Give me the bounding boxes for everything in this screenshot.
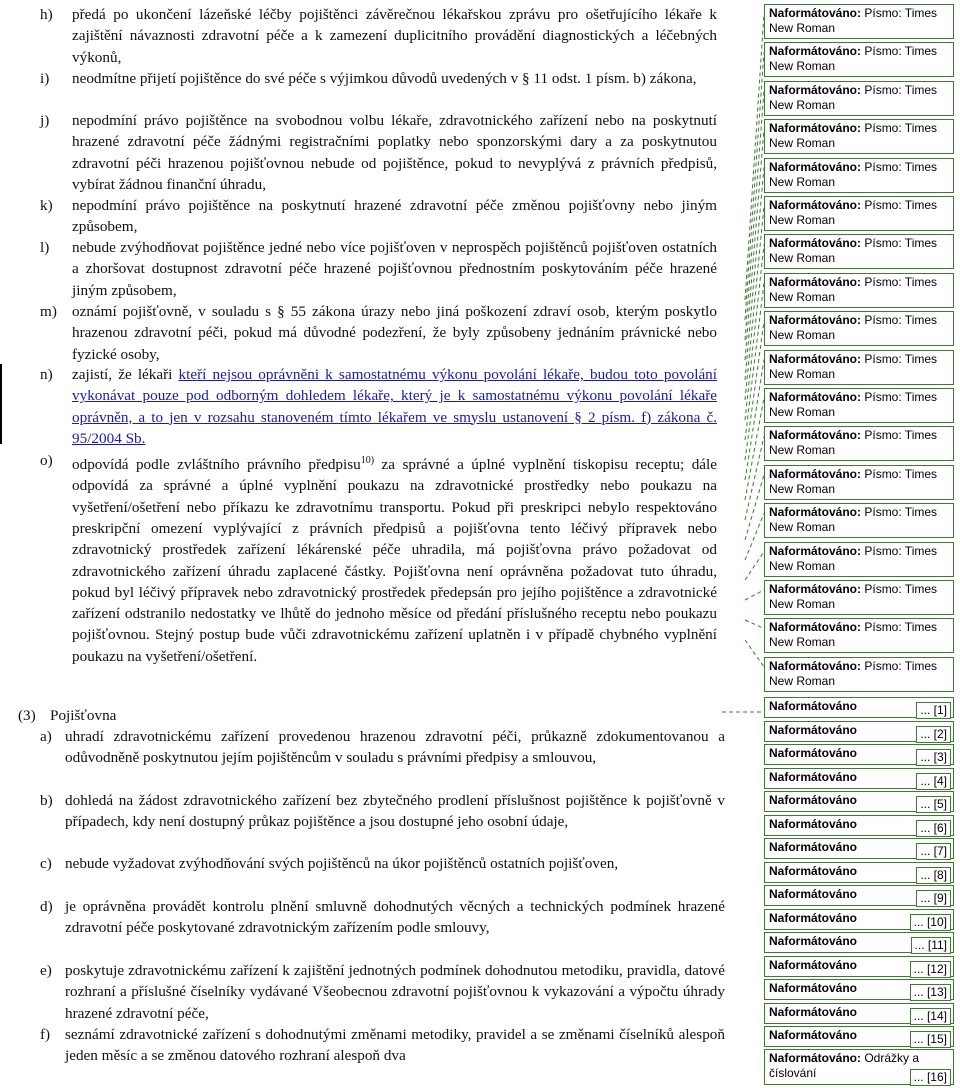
balloon-detail: Písmo: Times New Roman bbox=[769, 543, 938, 573]
item-label: f) bbox=[40, 1026, 51, 1043]
inserted-text: kteří nejsou oprávněni k samostatnému výkonu povolání lékaře, budou toto povolání vykonávat pouze pod odborným dohledem lékaře, který je k samostatnému výkonu povolání lékaře oprávněn, a to jen v rozsahu stanoveném tímto lékařem ve smyslu ustanovení § 2 písm. f) zákona č. 95/2004 Sb. bbox=[72, 366, 717, 447]
item-text: předá po ukončení lázeňské léčby pojištěnci závěrečnou lékařskou zprávu pro ošetřujícího lékaře k zajištění návaznosti zdravotní péče a k zamezení duplicitního provádění diagnostických a léčebných výkonů, bbox=[72, 6, 717, 66]
balloon-detail: Písmo: Times New Roman bbox=[769, 236, 938, 266]
item-text: nebude zvýhodňovat pojištěnce jedné nebo více pojišťoven v neprospěch pojištěnců pojišťoven ostatních a zhoršovat dostupnost zdravotní péče hrazené pojišťovnou přednostním poskytováním péče hrazené jiným způsobem, bbox=[72, 239, 717, 299]
balloon-more-link[interactable]: ... [14] bbox=[910, 1008, 951, 1025]
balloon-more-link[interactable]: ... [4] bbox=[916, 773, 951, 790]
item-text: seznámí zdravotnické zařízení s dohodnutými změnami metodiky, pravidel a se změnami číselníků alespoň jeden měsíc a se změnou datového rozhraní alespoň dva bbox=[65, 1026, 725, 1065]
format-comment-balloon[interactable] bbox=[764, 503, 954, 538]
format-comment-balloon[interactable] bbox=[764, 426, 954, 461]
format-comment-balloon[interactable] bbox=[764, 4, 954, 39]
format-comment-balloon[interactable] bbox=[764, 119, 954, 154]
balloon-title: Naformátováno bbox=[769, 746, 858, 760]
balloon-detail: Písmo: Times New Roman bbox=[769, 351, 938, 381]
item-text: dohledá na žádost zdravotnického zařízení bez zbytečného prodlení příslušnost pojištěnce k pojišťovně v případech, kdy není dostupný průkaz pojištěnce a jsou dostupné jeho osobní údaje, bbox=[65, 792, 725, 831]
balloon-title: Naformátováno bbox=[769, 793, 858, 807]
balloon-title: Naformátováno bbox=[769, 1028, 858, 1042]
balloon-more-link[interactable]: ... [8] bbox=[916, 867, 951, 884]
balloon-title: Naformátováno: bbox=[769, 313, 862, 328]
item-text: nepodmíní právo pojištěnce na svobodnou volbu lékaře, zdravotnického zařízení nebo na poskytnutí hrazené zdravotní péče žádnými registračními poplatky nebo sponzorskými dary a za poskytnutou zdravotní péči hrazenou pojišťovnou nebude od pojištěnce, pokud to nevyplývá z právních předpisů, vybírat žádnou finanční úhradu, bbox=[72, 112, 717, 193]
balloon-title: Naformátováno bbox=[769, 699, 858, 713]
format-comment-balloon[interactable] bbox=[764, 350, 954, 385]
format-comment-balloon[interactable] bbox=[764, 932, 954, 953]
format-comment-balloon[interactable] bbox=[764, 388, 954, 423]
balloon-more-link[interactable]: ... [11] bbox=[911, 937, 951, 954]
format-comment-balloon[interactable] bbox=[764, 979, 954, 1000]
item-text: poskytuje zdravotnickému zařízení k zajištění jednotných podmínek dohodnutou metodiku, pravidla, datové rozhraní a příslušné číselníky vydávané Všeobecnou zdravotní pojišťovnou k vykazování a výpočtu úhrady hrazené zdravotní péče, bbox=[65, 962, 725, 1022]
balloon-title: Naformátováno: bbox=[769, 582, 862, 596]
item-text: oznámí pojišťovně, v souladu s § 55 zákona úrazy nebo jiná poškození zdraví osob, kterým poskytlo hrazenou zdravotní péči, pokud má důvodné podezření, že byly způsobeny jednáním právnické nebo fyzické osoby, bbox=[72, 303, 717, 363]
item-text: je oprávněna provádět kontrolu plnění smluvně dohodnutých věcných a technických podmínek hrazené zdravotní péče poskytované zdravotnickým zařízením podle smlouvy, bbox=[65, 898, 725, 937]
balloon-title: Naformátováno bbox=[769, 863, 858, 878]
balloon-title: Naformátováno: bbox=[769, 428, 862, 443]
balloon-more-link[interactable]: ... [5] bbox=[916, 796, 951, 813]
balloon-detail: Písmo: Times New Roman bbox=[769, 159, 938, 189]
balloon-detail: Písmo: Times New Roman bbox=[769, 428, 938, 458]
format-comment-balloon[interactable] bbox=[764, 1049, 954, 1085]
balloon-more-link[interactable]: ... [12] bbox=[910, 961, 951, 978]
balloon-more-link[interactable]: ... [7] bbox=[916, 843, 951, 860]
balloon-title: Naformátováno bbox=[769, 769, 858, 784]
item-label: a) bbox=[40, 728, 52, 745]
balloon-title: Naformátováno: bbox=[769, 198, 862, 212]
balloon-detail: Písmo: Times New Roman bbox=[769, 6, 938, 35]
item-label: k) bbox=[40, 197, 53, 214]
format-comment-balloon[interactable] bbox=[764, 1026, 954, 1047]
balloon-detail: Písmo: Times New Roman bbox=[769, 121, 938, 151]
section-title: Pojišťovna bbox=[50, 707, 117, 724]
balloon-title: Naformátováno: bbox=[769, 351, 862, 366]
format-comment-balloon[interactable] bbox=[764, 542, 954, 577]
balloon-more-link[interactable]: ... [6] bbox=[916, 820, 951, 837]
format-comment-balloon[interactable] bbox=[764, 311, 954, 346]
item-label: j) bbox=[40, 112, 50, 129]
item-text-part: za správné a úplné vyplnění tiskopisu receptu; dále odpovídá za správné a úplné vyplnění poukazu na zdravotnické prostředky nebo poukazu na vyšetření/ošetření nebo příkazu ke zdravotnímu transportu. Pokud při preskripci nebylo respektováno preskripční omezení vyplývající z právních předpisů a pojišťovna tento léčivý přípravek nebo zdravotnický prostředek zařízení lékárenské péče uhradila, má pojišťovna právo požadovat od zdravotnického zařízení úhradu zaplacené částky. Pojišťovna není oprávněna požadovat tuto úhradu, pokud byl léčivý přípravek nebo zdravotnický prostředek předepsán pro jejího pojištěnce a zdravotnické zařízení odstranilo nedostatky ve lhůtě do jednoho měsíce od předání příslušného receptu nebo poukazu pojišťovnou. Stejný postup bude vůči zdravotnickému zařízení uplatněn i v případě chybného vyplnění poukazu na vyšetření/ošetření. bbox=[72, 456, 718, 665]
item-label: h) bbox=[40, 6, 53, 23]
balloon-title: Naformátováno bbox=[769, 934, 858, 948]
format-comment-balloon[interactable] bbox=[764, 465, 954, 500]
balloon-title: Naformátováno bbox=[769, 887, 858, 901]
item-label: i) bbox=[40, 70, 50, 87]
footnote-ref: 10) bbox=[360, 455, 375, 466]
balloon-title: Naformátováno: bbox=[769, 505, 862, 520]
balloon-detail: Odrážky a číslování bbox=[769, 1051, 920, 1080]
format-comment-balloon[interactable] bbox=[764, 838, 954, 859]
item-text-part: odpovídá podle zvláštního právního předpisu bbox=[72, 456, 361, 474]
balloon-detail: Písmo: Times New Roman bbox=[769, 505, 938, 535]
balloon-title: Naformátováno: bbox=[769, 236, 862, 251]
balloon-more-link[interactable]: ... [15] bbox=[910, 1031, 951, 1048]
balloon-title: Naformátováno bbox=[769, 957, 858, 972]
item-label: c) bbox=[40, 855, 52, 872]
item-label: o) bbox=[40, 452, 53, 469]
balloon-more-link[interactable]: ... [16] bbox=[910, 1069, 951, 1086]
format-comment-balloon[interactable] bbox=[764, 42, 954, 77]
format-comment-balloon[interactable] bbox=[764, 273, 954, 308]
balloon-title: Naformátováno bbox=[769, 1004, 858, 1019]
balloon-title: Naformátováno bbox=[769, 981, 858, 995]
format-comment-balloon[interactable] bbox=[764, 234, 954, 269]
balloon-detail: Písmo: Times New Roman bbox=[769, 198, 938, 227]
item-text: neodmítne přijetí pojištěnce do své péče s výjimkou důvodů uvedených v § 11 odst. 1 písm. b) zákona, bbox=[72, 70, 697, 87]
format-comment-balloon[interactable] bbox=[764, 657, 954, 692]
format-comment-balloon[interactable] bbox=[764, 862, 954, 883]
balloon-title: Naformátováno bbox=[769, 722, 858, 737]
item-text-plain: zajistí, že lékaři bbox=[72, 366, 179, 383]
section-label: (3) bbox=[18, 707, 36, 724]
item-text: uhradí zdravotnickému zařízení provedenou hrazenou zdravotní péči, průkazně zdokumentovanou a odůvodněně poskytnutou jejím pojištěncům v souladu s právními předpisy a smlouvou, bbox=[65, 728, 725, 767]
format-comment-balloon[interactable] bbox=[764, 956, 954, 977]
format-comment-balloon[interactable] bbox=[764, 721, 954, 742]
balloon-more-link[interactable]: ... [10] bbox=[910, 914, 951, 931]
balloon-title: Naformátováno: bbox=[769, 6, 862, 20]
balloon-title: Naformátováno: bbox=[769, 82, 862, 97]
balloon-title: Naformátováno: bbox=[769, 159, 862, 174]
item-label: d) bbox=[40, 898, 53, 915]
format-comment-balloon[interactable] bbox=[764, 618, 954, 653]
balloon-title: Naformátováno bbox=[769, 840, 858, 854]
balloon-more-link[interactable]: ... [9] bbox=[916, 890, 951, 907]
format-comment-balloon[interactable] bbox=[764, 885, 954, 906]
balloon-detail: Písmo: Times New Roman bbox=[769, 82, 938, 112]
format-comment-balloon[interactable] bbox=[764, 81, 954, 116]
balloon-detail: Písmo: Times New Roman bbox=[769, 274, 938, 304]
item-label: m) bbox=[40, 303, 57, 320]
balloon-title: Naformátováno: bbox=[769, 620, 862, 635]
balloon-more-link[interactable]: ... [3] bbox=[916, 749, 951, 766]
item-text: nepodmíní právo pojištěnce na poskytnutí hrazené zdravotní péče změnou pojišťovny nebo jiným způsobem, bbox=[72, 197, 717, 236]
format-comment-balloon[interactable] bbox=[764, 768, 954, 789]
balloon-more-link[interactable]: ... [2] bbox=[916, 726, 951, 743]
balloon-detail: Písmo: Times New Roman bbox=[769, 466, 938, 496]
format-comment-balloon[interactable] bbox=[764, 196, 954, 231]
balloon-detail: Písmo: Times New Roman bbox=[769, 44, 938, 74]
balloon-title: Naformátováno: bbox=[769, 543, 862, 558]
balloon-title: Naformátováno bbox=[769, 816, 858, 831]
item-label: e) bbox=[40, 962, 52, 979]
balloon-title: Naformátováno: bbox=[769, 274, 862, 289]
format-comment-balloon[interactable] bbox=[764, 791, 954, 812]
balloon-detail: Písmo: Times New Roman bbox=[769, 658, 938, 688]
balloon-title: Naformátováno: bbox=[769, 44, 862, 59]
format-comment-balloon[interactable] bbox=[764, 697, 954, 718]
balloon-detail: Písmo: Times New Roman bbox=[769, 582, 938, 611]
format-comment-balloon[interactable] bbox=[764, 815, 954, 836]
balloon-more-link[interactable]: ... [13] bbox=[910, 984, 951, 1001]
format-comment-balloon[interactable] bbox=[764, 580, 954, 615]
item-label: l) bbox=[40, 239, 50, 256]
balloon-detail: Písmo: Times New Roman bbox=[769, 313, 938, 343]
balloon-detail: Písmo: Times New Roman bbox=[769, 620, 938, 650]
item-text: nebude vyžadovat zvýhodňování svých pojištěnců na úkor pojištěnců ostatních pojišťoven, bbox=[65, 855, 619, 872]
format-comment-balloon[interactable] bbox=[764, 744, 954, 765]
item-label: b) bbox=[40, 792, 53, 809]
balloon-title: Naformátováno: bbox=[769, 466, 862, 481]
format-comment-balloon[interactable] bbox=[764, 158, 954, 193]
item-label: n) bbox=[40, 366, 53, 383]
balloon-title: Naformátováno: bbox=[769, 1051, 862, 1065]
balloon-title: Naformátováno bbox=[769, 910, 858, 925]
balloon-more-link[interactable]: ... [1] bbox=[916, 702, 951, 719]
balloon-title: Naformátováno: bbox=[769, 121, 862, 136]
balloon-detail: Písmo: Times New Roman bbox=[769, 390, 938, 419]
balloon-title: Naformátováno: bbox=[769, 658, 862, 673]
format-comment-balloon[interactable] bbox=[764, 909, 954, 930]
format-comment-balloon[interactable] bbox=[764, 1003, 954, 1024]
balloon-title: Naformátováno: bbox=[769, 390, 862, 404]
